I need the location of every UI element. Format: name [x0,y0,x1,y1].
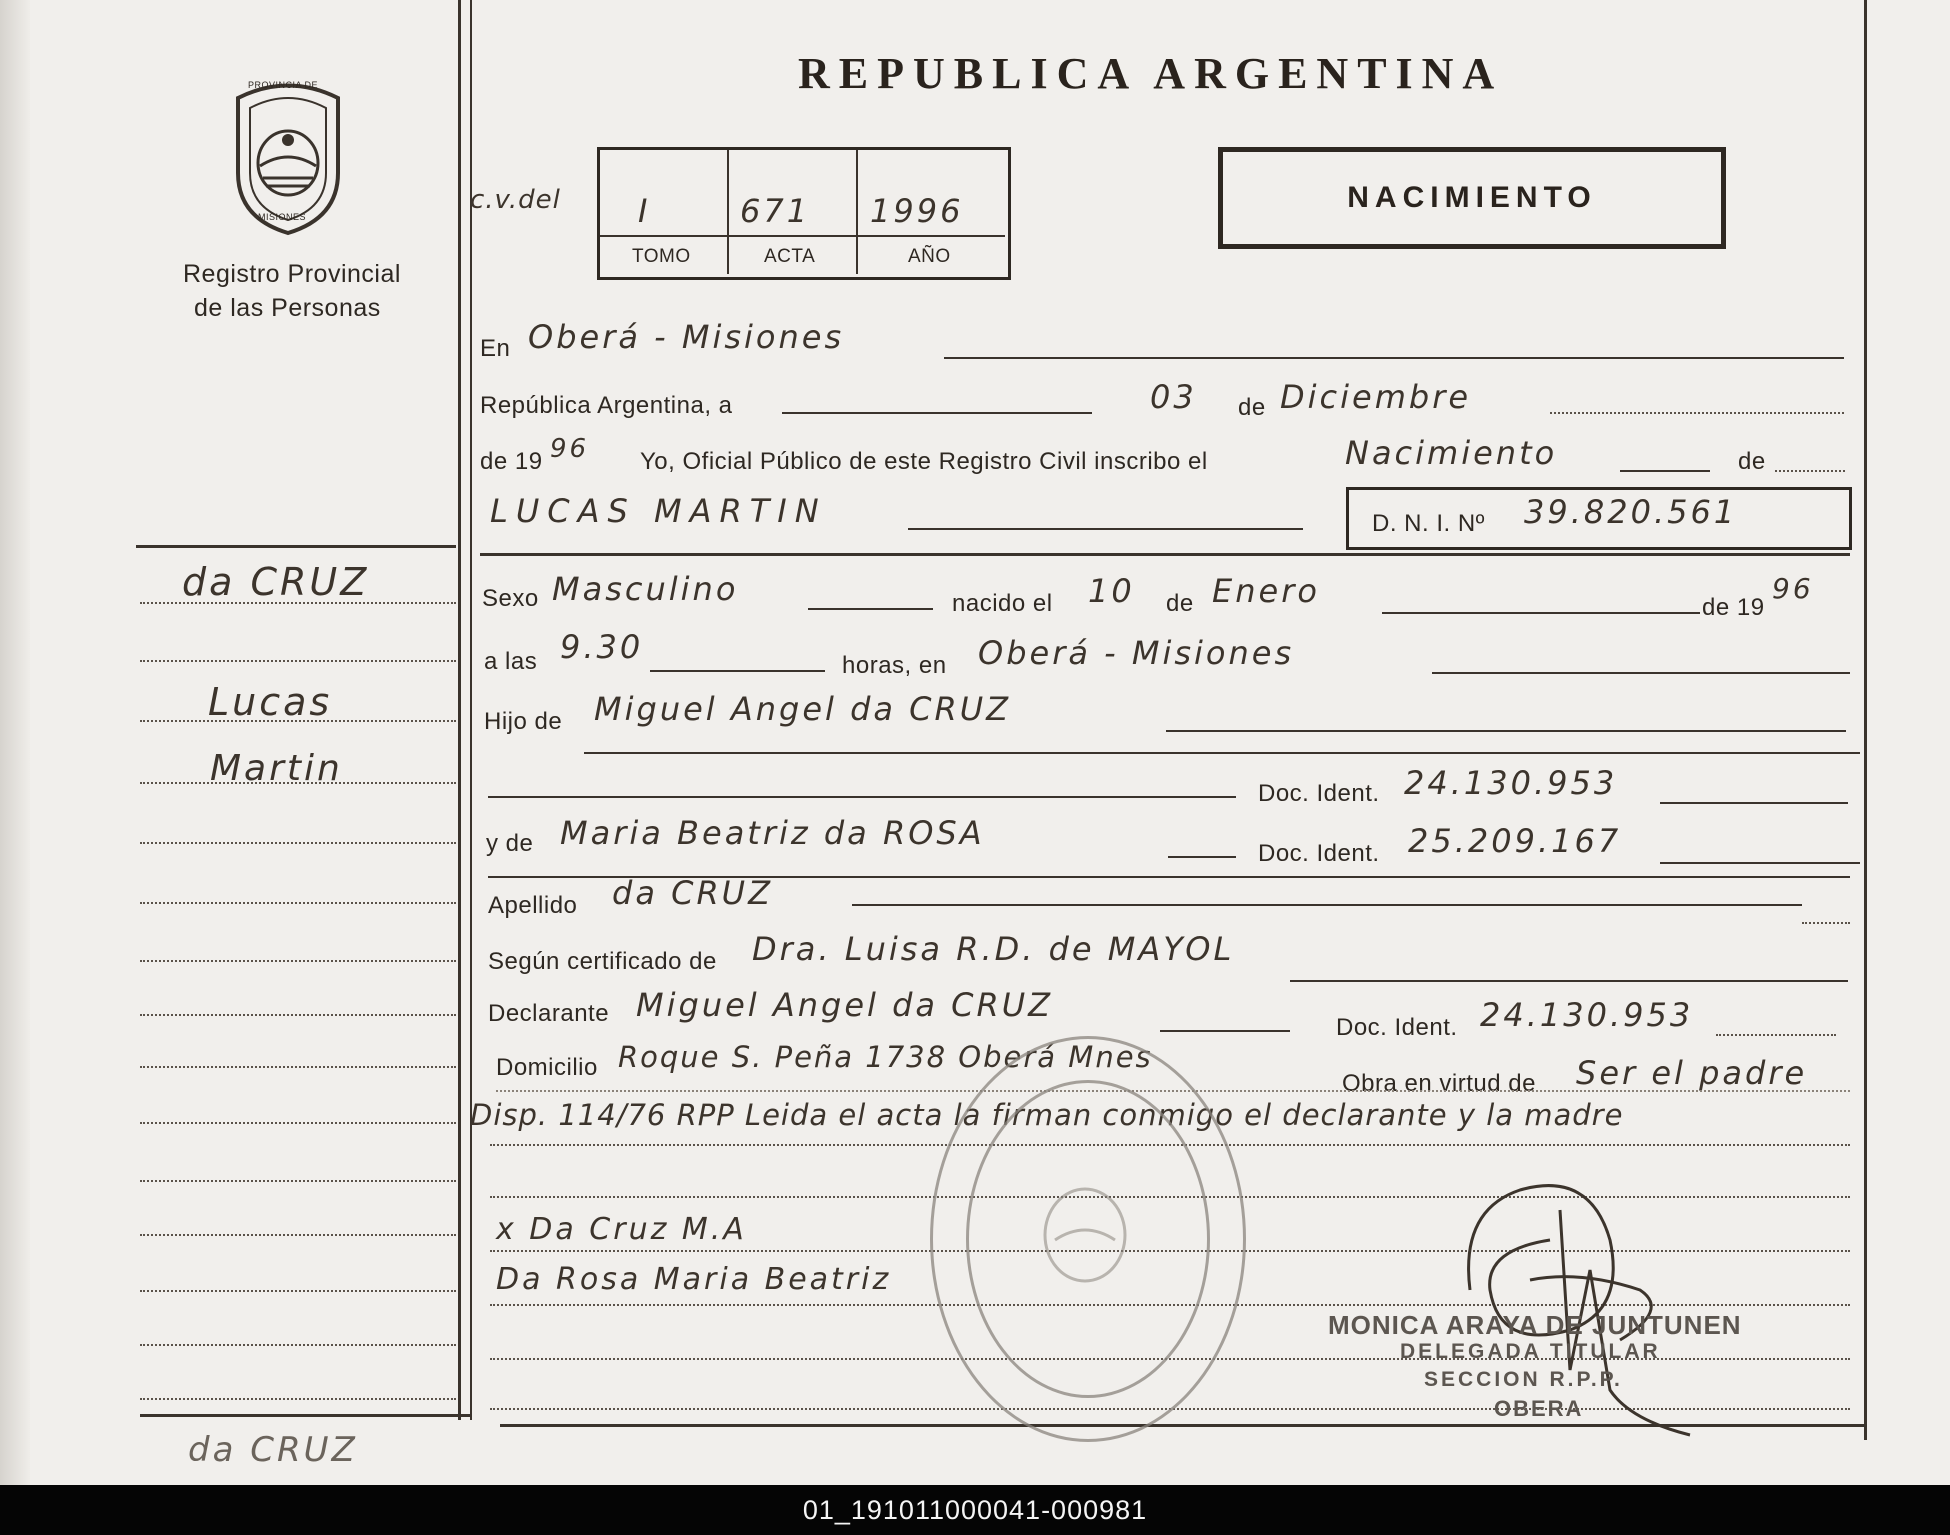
madre-rule [1168,856,1236,858]
emblem-top-text: PROVINCIA DE [248,80,319,90]
declarante-doc-value: 24.130.953 [1480,996,1694,1034]
margin-line-15 [140,1398,456,1400]
hora-rule [650,670,825,672]
margin-top-rule [136,545,456,548]
cv-note: c.v.del [470,185,561,215]
margin-nombre-1: Lucas [208,680,333,724]
record-box-rule [600,235,1005,237]
inscribo-value: Nacimiento [1345,434,1558,472]
scan-id-text: 01_191011000041-000981 [802,1494,1148,1525]
left-divider [458,0,461,1420]
declarante-doc-label: Doc. Ident. [1336,1014,1458,1041]
margin-nombre-2: Martin [210,748,343,789]
padre-doc-rule-2 [1660,802,1848,804]
republica-rule [782,412,1092,414]
nacido-anio-label: de 19 [1702,594,1765,621]
declarante-doc-rule [1716,1034,1836,1036]
horas-label: horas, en [842,652,947,679]
en-value: Oberá - Misiones [528,318,845,356]
margin-apellido: da CRUZ [182,560,370,604]
act-type-box: NACIMIENTO [1218,147,1726,249]
domicilio-label: Domicilio [496,1054,598,1081]
obra-label: Obra en virtud de [1342,1070,1536,1097]
registry-name-line1: Registro Provincial [183,260,401,288]
certificado-value: Dra. Luisa R.D. de MAYOL [752,930,1235,968]
margin-bottom-rule [140,1414,470,1417]
de-anio-label: de 19 [480,448,543,475]
margin-line-9 [140,1066,456,1068]
de-rule-2 [1775,470,1845,472]
mes-value: Diciembre [1280,378,1472,416]
scan-id-footer [0,1485,1950,1535]
mes-rule [1550,412,1844,414]
padre-doc-label: Doc. Ident. [1258,780,1380,807]
apellido-rule-2 [1802,922,1850,924]
declarante-value: Miguel Angel da CRUZ [636,986,1054,1024]
acta-value: 671 [740,192,811,230]
sexo-label: Sexo [482,585,539,612]
padre-value: Miguel Angel da CRUZ [594,690,1012,728]
name-rule [908,528,1303,530]
lugar-value: Oberá - Misiones [978,634,1295,672]
y-de-label: y de [486,830,534,857]
margin-line-8 [140,1014,456,1016]
lugar-rule [1432,672,1850,674]
margin-line-7 [140,960,456,962]
de-label-2: de [1738,448,1766,475]
anio-label: AÑO [908,246,951,267]
official-seal-emblem-icon [1030,1180,1140,1290]
margin-line-10 [140,1122,456,1124]
margin-line-5 [140,842,456,844]
firma-padre: x Da Cruz M.A [496,1212,747,1247]
stamp-section: SECCION R.P.P. [1424,1368,1623,1391]
sexo-value: Masculino [552,570,739,608]
hora-value: 9.30 [560,628,644,666]
dia-value: 03 [1150,378,1197,416]
margin-bottom-note: da CRUZ [188,1430,358,1470]
obra-value: Ser el padre [1576,1054,1808,1092]
madre-doc-rule [1660,862,1860,864]
apellido-label: Apellido [488,892,578,919]
stamp-name: MONICA ARAYA DE JUNTUNEN [1328,1310,1742,1340]
stamp-title: DELEGADA TITULAR [1400,1340,1661,1363]
nacido-label: nacido el [952,590,1053,617]
declarante-rule [1160,1030,1290,1032]
padre-rule-2 [584,752,1860,754]
en-label: En [480,335,511,362]
inscribo-label: Yo, Oficial Público de este Registro Civil inscribo el [640,448,1208,475]
nacido-rule [1382,612,1700,614]
certificado-rule [1290,980,1848,982]
section-divider [480,553,1850,556]
sexo-rule [808,608,933,610]
firma-madre: Da Rosa Maria Beatriz [496,1262,892,1297]
en-rule [944,357,1844,359]
apellido-value: da CRUZ [612,874,774,912]
page-edge-shadow [0,0,30,1485]
certificado-label: Según certificado de [488,948,717,975]
margin-line-12 [140,1234,456,1236]
margin-line-6 [140,902,456,904]
margin-line-11 [140,1180,456,1182]
padre-doc-value: 24.130.953 [1404,764,1618,802]
madre-value: Maria Beatriz da ROSA [560,814,985,852]
disposicion-value: Disp. 114/76 RPP Leida el acta la firman conmigo el declarante y la madre [470,1098,1624,1132]
nacido-anio: 96 [1772,572,1814,605]
apellido-rule [852,904,1802,906]
margin-line-2 [140,660,456,662]
hijo-label: Hijo de [484,708,563,735]
anio-suffix: 96 [550,434,590,464]
stamp-city: OBERA [1494,1396,1584,1421]
nacido-dia: 10 [1088,572,1135,610]
dni-label: D. N. I. Nº [1372,510,1485,537]
registry-name-line2: de las Personas [194,294,381,322]
madre-doc-value: 25.209.167 [1408,822,1622,860]
padre-doc-rule [488,796,1236,798]
margin-line-13 [140,1290,456,1292]
margin-line-14 [140,1344,456,1346]
country-title: REPUBLICA ARGENTINA [798,49,1504,98]
right-border [1864,0,1867,1440]
acta-label: ACTA [764,246,816,267]
republica-label: República Argentina, a [480,392,733,419]
madre-doc-label: Doc. Ident. [1258,840,1380,867]
nacido-mes: Enero [1212,572,1320,610]
inscribo-rule [1620,470,1710,472]
emblem-bottom-text: MISIONES [258,212,307,222]
a-las-label: a las [484,648,538,675]
domicilio-value: Roque S. Peña 1738 Oberá Mnes [618,1040,1153,1074]
padre-rule [1166,730,1846,732]
declarante-label: Declarante [488,1000,610,1027]
anio-value: 1996 [870,192,964,230]
child-name-value: LUCAS MARTIN [490,492,827,530]
nacido-de-label: de [1166,590,1194,617]
de-label: de [1238,394,1266,421]
tomo-label: TOMO [632,246,691,267]
dni-value: 39.820.561 [1524,493,1738,531]
record-box-divider-2 [856,150,858,274]
record-box-divider-1 [727,150,729,274]
tomo-value: I [638,192,651,230]
official-signature-icon [1440,1150,1730,1440]
